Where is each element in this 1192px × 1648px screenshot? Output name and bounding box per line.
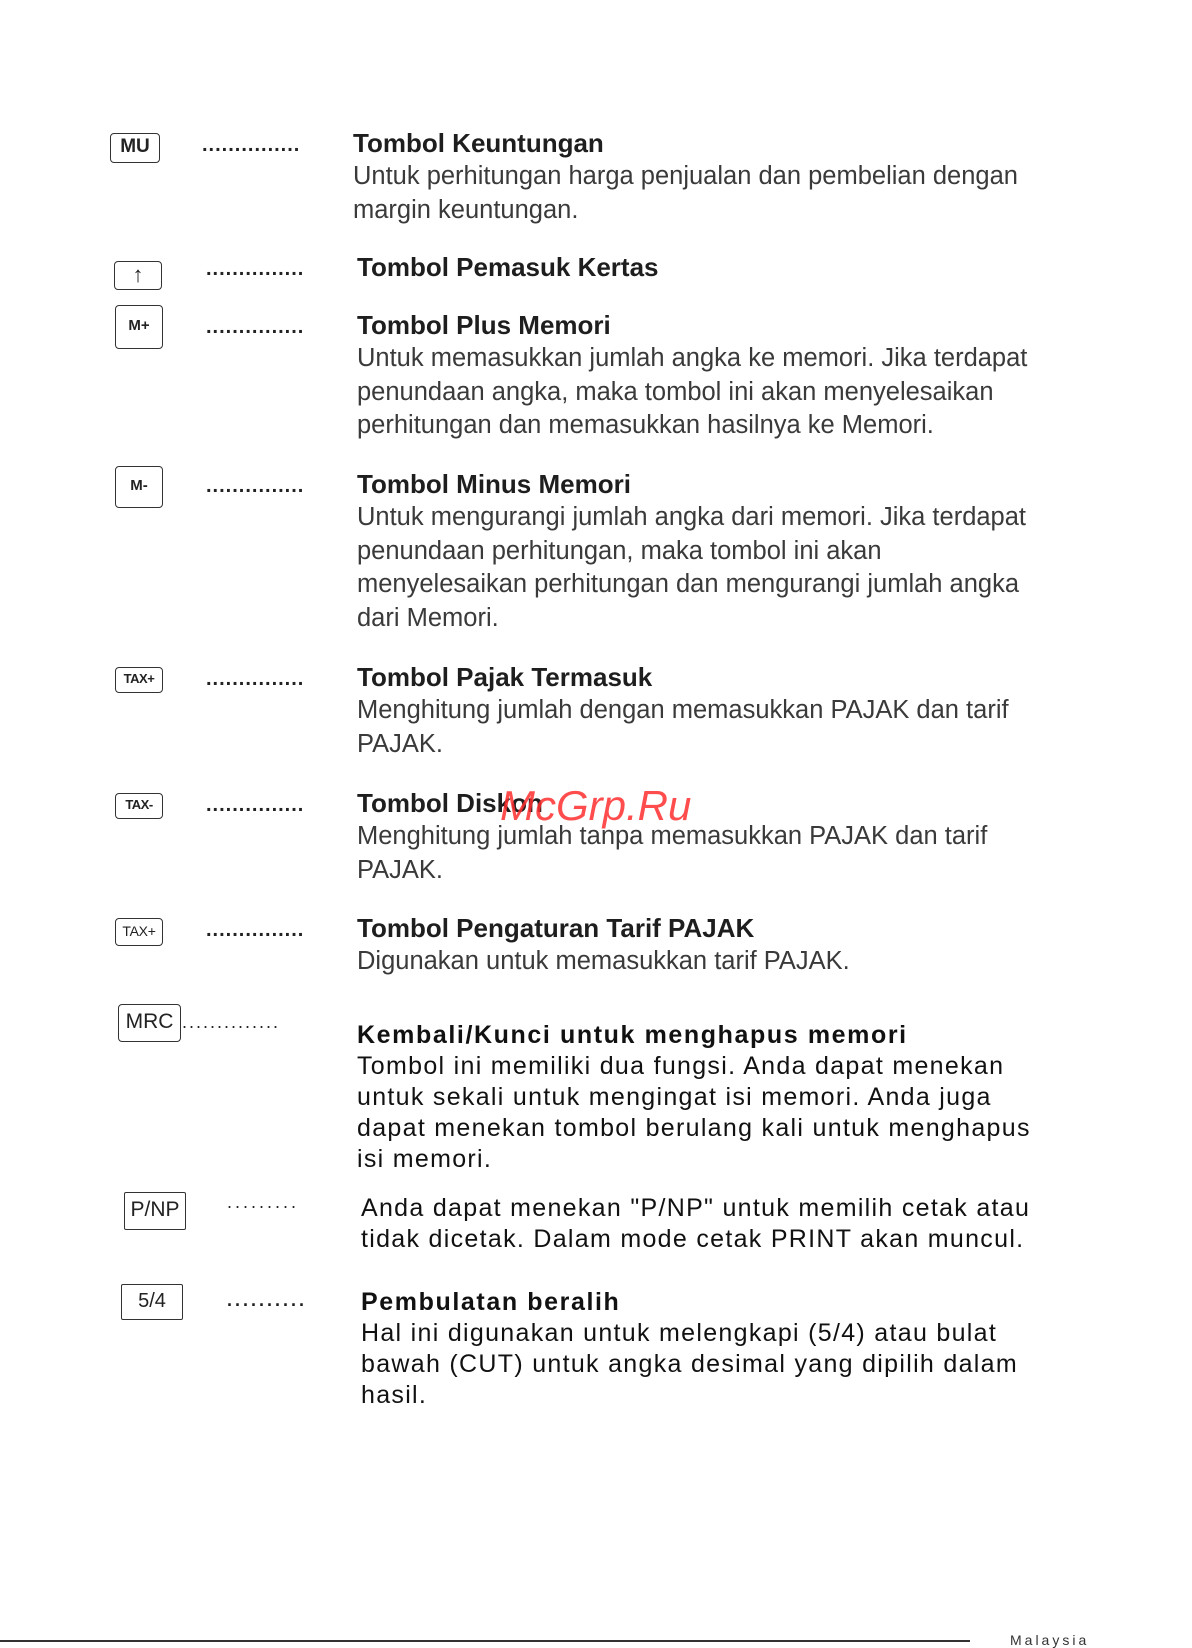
entry-title: Tombol Keuntungan: [353, 128, 604, 158]
entry-desc-line: penundaan perhitungan, maka tombol ini akan: [357, 536, 882, 565]
footer-rule: [0, 1640, 970, 1642]
entry-mu: [353, 126, 1073, 227]
entry-title: Kembali/Kunci untuk menghapus memori: [357, 1021, 908, 1049]
entry-paper-feed: [357, 250, 1077, 284]
entry-title: Tombol Plus Memori: [357, 310, 611, 340]
entry-desc-line: hasil.: [361, 1381, 428, 1409]
entry-desc-line: margin keuntungan.: [353, 195, 579, 224]
entry-tax-rate: [357, 911, 1077, 979]
entry-title: Tombol Diskon: [357, 788, 543, 818]
leader-dots: ..............: [182, 1012, 281, 1032]
paper-feed-key-icon: ↑: [114, 261, 162, 290]
entry-title: Tombol Minus Memori: [357, 469, 631, 499]
entry-desc-line: Untuk memasukkan jumlah angka ke memori. Jika terdapat: [357, 344, 1028, 372]
entry-title: Pembulatan beralih: [361, 1288, 621, 1316]
entry-desc-line: perhitungan dan memasukkan hasilnya ke Memori.: [357, 411, 934, 439]
entry-desc-line: Digunakan untuk memasukkan tarif PAJAK.: [357, 947, 850, 975]
entry-desc-line: penundaan angka, maka tombol ini akan menyelesaikan: [357, 377, 994, 406]
leader-dots: ...............: [206, 919, 305, 941]
entry-tax-minus: [357, 786, 1077, 887]
entry-title: Tombol Pajak Termasuk: [357, 662, 653, 692]
leader-dots: ...............: [206, 668, 305, 690]
leader-dots: ..........: [227, 1290, 308, 1310]
entry-desc-line: dari Memori.: [357, 603, 499, 632]
entry-rounding: [361, 1287, 1101, 1411]
entry-mrc: [357, 1020, 1097, 1175]
entry-desc-line: Hal ini digunakan untuk melengkapi (5/4) atau bulat: [361, 1319, 998, 1347]
tax-rate-key-icon: TAX+: [115, 918, 163, 946]
entry-desc-line: bawah (CUT) untuk angka desimal yang dipilih dalam: [361, 1350, 1018, 1378]
entry-desc-line: untuk sekali untuk mengingat isi memori. Anda juga: [357, 1083, 992, 1111]
entry-print-mode: [361, 1193, 1101, 1255]
print-mode-key-icon: P/NP: [124, 1192, 186, 1230]
page-footer-mark: Malaysia: [1010, 1632, 1090, 1648]
entry-m-minus: [357, 467, 1077, 635]
entry-desc-line: PAJAK.: [357, 855, 443, 884]
mu-key-icon: MU: [110, 133, 160, 163]
entry-desc-line: Anda dapat menekan "P/NP" untuk memilih cetak atau: [361, 1194, 1031, 1222]
tax-minus-key-icon: TAX-: [115, 793, 163, 819]
entry-desc-line: dapat menekan tombol berulang kali untuk menghapus: [357, 1114, 1031, 1142]
entry-desc-line: isi memori.: [357, 1145, 493, 1173]
m-plus-key-icon: M+: [115, 305, 163, 349]
entry-desc-line: tidak dicetak. Dalam mode cetak PRINT akan muncul.: [361, 1225, 1025, 1253]
tax-plus-key-icon: TAX+: [115, 667, 163, 693]
leader-dots: .........: [227, 1192, 300, 1212]
m-minus-key-icon: M-: [115, 466, 163, 508]
entry-desc-line: PAJAK.: [357, 729, 443, 758]
entry-desc-line: Menghitung jumlah dengan memasukkan PAJAK dan tarif: [357, 696, 1009, 724]
entry-title: Tombol Pemasuk Kertas: [357, 252, 659, 282]
entry-desc-line: menyelesaikan perhitungan dan mengurangi jumlah angka: [357, 570, 1020, 598]
entry-desc-line: Tombol ini memiliki dua fungsi. Anda dapat menekan: [357, 1052, 1005, 1080]
entry-tax-plus: [357, 660, 1077, 761]
leader-dots: ...............: [206, 794, 305, 816]
entry-m-plus: [357, 308, 1077, 443]
leader-dots: ...............: [206, 316, 305, 338]
leader-dots: ...............: [202, 134, 301, 156]
rounding-key-icon: 5/4: [121, 1284, 183, 1320]
mrc-key-icon: MRC: [118, 1004, 181, 1042]
entry-title: Tombol Pengaturan Tarif PAJAK: [357, 913, 755, 943]
entry-desc-line: Untuk mengurangi jumlah angka dari memori. Jika terdapat: [357, 503, 1027, 531]
entry-desc-line: Untuk perhitungan harga penjualan dan pembelian dengan: [353, 162, 1018, 190]
leader-dots: ...............: [206, 258, 305, 280]
leader-dots: ...............: [206, 475, 305, 497]
entry-desc-line: Menghitung jumlah tanpa memasukkan PAJAK dan tarif: [357, 822, 988, 850]
watermark: McGrp.Ru: [500, 782, 692, 829]
